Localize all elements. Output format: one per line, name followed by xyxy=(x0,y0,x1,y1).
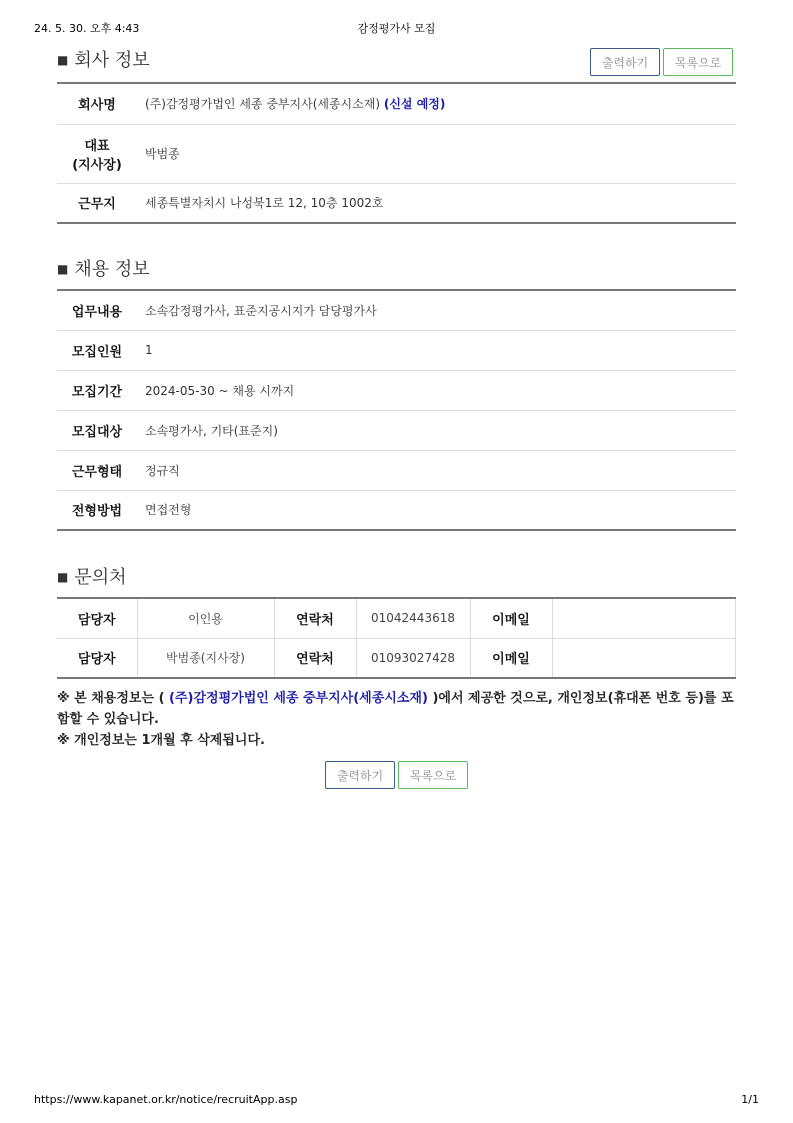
recruit-label: 근무형태 xyxy=(71,464,123,480)
company-name-label: 회사명 xyxy=(78,98,116,114)
manager-label: 담당자 xyxy=(77,652,116,668)
recruit-value: 2024-05-30 ~ 채용 시까지 xyxy=(145,383,295,398)
recruit-label: 전형방법 xyxy=(71,504,123,520)
recruit-row xyxy=(57,290,736,330)
representative-row xyxy=(57,124,736,183)
print-button-top[interactable]: 출력하기 xyxy=(590,48,660,76)
page-number: 1/1 xyxy=(741,1093,759,1106)
print-title: 감정평가사 모집 xyxy=(357,22,436,35)
company-name-value: (주)감정평가법인 세종 중부지사(세종시소재) xyxy=(145,97,381,112)
square-bullet-icon: ■ xyxy=(57,262,69,276)
representative-value: 박범종 xyxy=(145,147,180,161)
email-value xyxy=(552,638,736,678)
location-row xyxy=(57,183,736,223)
representative-label: 대표 (지사장) xyxy=(72,138,122,173)
contact-table xyxy=(57,597,736,679)
notice-line-1: ※ 본 채용정보는 ( (주)감정평가법인 세종 중부지사(세종시소재) )에서 제공한 것으로, 개인정보(휴대폰 번호 등)를 포함할 수 있습니다. xyxy=(57,691,734,727)
phone-value: 01093027428 xyxy=(356,638,470,678)
recruit-label: 모집대상 xyxy=(71,424,123,440)
company-name-row xyxy=(57,83,736,124)
notice-company-name: (주)감정평가법인 세종 중부지사(세종시소재) xyxy=(169,691,428,706)
notice-line-2: ※ 개인정보는 1개월 후 삭제됩니다. xyxy=(57,733,265,748)
recruit-info-table xyxy=(57,289,736,531)
company-info-table xyxy=(57,82,736,224)
square-bullet-icon: ■ xyxy=(57,570,69,584)
square-bullet-icon: ■ xyxy=(57,53,69,67)
company-section-title: ■ 회사 정보 xyxy=(57,50,150,71)
list-button-bottom[interactable]: 목록으로 xyxy=(398,761,468,789)
location-value: 세종특별자치시 나성북1로 12, 10층 1002호 xyxy=(145,196,384,211)
email-value xyxy=(552,598,736,638)
recruit-value: 소속평가사, 기타(표준지) xyxy=(145,423,278,438)
company-name-cell xyxy=(137,83,736,124)
contact-row xyxy=(57,638,736,678)
manager-label: 담당자 xyxy=(77,612,116,628)
print-date: 24. 5. 30. 오후 4:43 xyxy=(34,22,140,35)
contact-section-title: ■ 문의처 xyxy=(57,567,127,588)
recruit-row xyxy=(57,490,736,530)
privacy-notice xyxy=(57,688,737,751)
recruit-value: 소속감정평가사, 표준지공시지가 담당평가사 xyxy=(145,303,377,318)
contact-row xyxy=(57,598,736,638)
email-label: 이메일 xyxy=(492,652,530,668)
page-url: https://www.kapanet.or.kr/notice/recruitApp.asp xyxy=(34,1093,298,1106)
recruit-row xyxy=(57,330,736,370)
recruit-row xyxy=(57,410,736,450)
list-button-top[interactable]: 목록으로 xyxy=(663,48,733,76)
print-header xyxy=(34,20,759,34)
recruit-label: 모집인원 xyxy=(71,344,123,360)
phone-label: 연락처 xyxy=(296,612,334,628)
recruit-label: 모집기간 xyxy=(71,384,123,400)
recruit-label: 업무내용 xyxy=(71,304,123,320)
recruit-value: 면접전형 xyxy=(145,503,192,518)
phone-label: 연락처 xyxy=(296,652,334,668)
recruit-value: 1 xyxy=(145,343,153,357)
manager-value: 박범종(지사장) xyxy=(137,638,274,678)
manager-value: 이인용 xyxy=(137,598,274,638)
recruit-row xyxy=(57,450,736,490)
phone-value: 01042443618 xyxy=(356,598,470,638)
recruit-value: 정규직 xyxy=(145,463,180,478)
location-label: 근무지 xyxy=(78,197,116,213)
recruit-row xyxy=(57,370,736,410)
recruit-section-title: ■ 채용 정보 xyxy=(57,259,150,280)
email-label: 이메일 xyxy=(492,612,530,628)
company-name-note: (신설 예정) xyxy=(383,97,446,112)
print-button-bottom[interactable]: 출력하기 xyxy=(325,761,395,789)
